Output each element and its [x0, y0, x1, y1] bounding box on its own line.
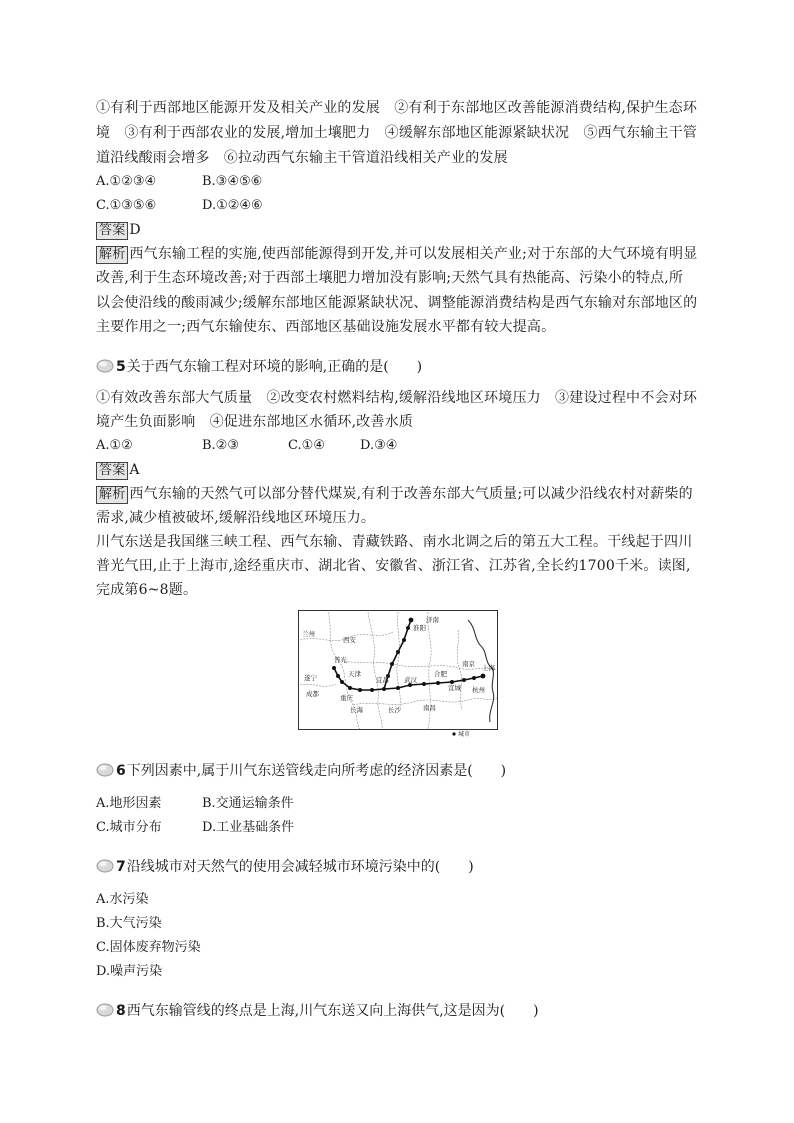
q5-stem: 5关于西气东输工程对环境的影响,正确的是( ) — [96, 356, 422, 378]
q4-analysis-line-2: 改善,利于生态环境改善;对于西部土壤肥力增加没有影响;天然气具有热能高、污染小的特点,所 — [96, 270, 684, 286]
q7-option-a[interactable]: A.水污染 — [96, 892, 149, 907]
q6-option-d[interactable]: D.工业基础条件 — [202, 820, 295, 835]
q4-option-d[interactable]: D.①②④⑥ — [202, 198, 263, 213]
map-legend-label: 城市 — [458, 731, 471, 738]
q7-option-b[interactable]: B.大气污染 — [96, 916, 162, 931]
passage-line-1: 川气东送是我国继三峡工程、西气东输、青藏铁路、南水北调之后的第五大工程。干线起于四川 — [96, 534, 693, 550]
map-label-hangzhou: 杭州 — [472, 686, 485, 694]
q4-statement-line-2: 境 ③有利于西部农业的发展,增加土壤肥力 ④缓解东部地区能源紧缺状况 ⑤西气东输主干管 — [96, 125, 698, 141]
map-label-changhai: 长海 — [350, 706, 363, 714]
q5-statement-line-1: ①有效改善东部大气质量 ②改变农村燃料结构,缓解沿线地区环境压力 ③建设过程中不会对环 — [96, 390, 698, 406]
passage-line-3: 完成第6~8题。 — [96, 582, 198, 598]
q5-option-d[interactable]: D.③④ — [360, 438, 398, 453]
map-label-hefei: 合肥 — [434, 670, 447, 678]
q4-answer-value: D — [129, 222, 141, 238]
q4-option-b[interactable]: B.③④⑤⑥ — [202, 174, 263, 189]
map-label-chengdu: 成都 — [306, 690, 319, 698]
analysis-tag: 解析 — [96, 486, 128, 504]
map-label-xuancheng: 宣城 — [448, 684, 461, 692]
map-label-xian: 西安 — [343, 636, 356, 644]
q6-option-a[interactable]: A.地形因素 — [96, 796, 162, 811]
q5-answer — [96, 460, 140, 480]
q5-analysis-line-2: 需求,减少植被破坏,缓解沿线地区环境压力。 — [96, 510, 376, 526]
q4-answer — [96, 220, 141, 240]
analysis-tag: 解析 — [96, 246, 128, 264]
q5-analysis-line-1: 解析 西气东输的天然气可以部分替代煤炭,有利于改善东部大气质量;可以减少沿线农村对薪柴的 — [96, 484, 693, 504]
q5-answer-value: A — [129, 462, 140, 478]
map-label-shanghai: 上海 — [482, 664, 495, 672]
map-label-suining: 遂宁 — [304, 674, 317, 682]
map-label-nanjing: 南京 — [462, 660, 475, 668]
q8-stem: 8西气东输管线的终点是上海,川气东送又向上海供气,这是因为( ) — [96, 1000, 539, 1022]
question-bullet-icon — [96, 1003, 114, 1017]
question-bullet-icon — [96, 859, 114, 873]
q5-option-b[interactable]: B.②③ — [202, 438, 239, 453]
q7-option-d[interactable]: D.噪声污染 — [96, 964, 163, 979]
map-label-yichang: 宜昌 — [376, 676, 389, 684]
q6-option-c[interactable]: C.城市分布 — [96, 820, 162, 835]
q5-option-a[interactable]: A.①② — [96, 438, 133, 453]
q4-statement-line-3: 道沿线酸雨会增多 ⑥拉动西气东输主干管道沿线相关产业的发展 — [96, 150, 508, 166]
q4-option-a[interactable]: A.①②③④ — [96, 174, 157, 189]
map-label-chongqing: 重庆 — [340, 694, 353, 702]
answer-tag: 答案 — [96, 462, 128, 480]
map-label-nanchang: 南昌 — [423, 704, 436, 712]
question-bullet-icon — [96, 359, 114, 373]
map-label-wuhan: 武汉 — [404, 676, 417, 684]
q7-stem: 7沿线城市对天然气的使用会减轻城市环境污染中的( ) — [96, 856, 474, 878]
q4-statement-line-1: ①有利于西部地区能源开发及相关产业的发展 ②有利于东部地区改善能源消费结构,保护生态环 — [96, 100, 698, 116]
q4-analysis-line-4: 主要作用之一;西气东输使东、西部地区基础设施发展水平都有较大提高。 — [96, 319, 556, 335]
map-label-lanzhou: 兰州 — [302, 630, 315, 638]
question-bullet-icon — [96, 763, 114, 777]
map-label-changsha: 长沙 — [388, 706, 401, 714]
map-label-jinan: 济南 — [426, 616, 439, 624]
q4-analysis-line-1: 解析 西气东输工程的实施,使西部能源得到开发,并可以发展相关产业;对于东部的大气环境有明显 — [96, 244, 697, 264]
q6-option-b[interactable]: B.交通运输条件 — [202, 796, 294, 811]
map-label-tianjin: 天津 — [348, 670, 361, 678]
q5-statement-line-2: 境产生负面影响 ④促进东部地区水循环,改善水质 — [96, 414, 414, 430]
answer-tag: 答案 — [96, 222, 128, 240]
q5-option-c[interactable]: C.①④ — [288, 438, 325, 453]
q7-option-c[interactable]: C.固体废弃物污染 — [96, 940, 201, 955]
passage-line-2: 普光气田,止于上海市,途经重庆市、湖北省、安徽省、浙江省、江苏省,全长约1700千米。读图, — [96, 558, 691, 574]
map-label-huaiyang: 淮阳 — [413, 624, 426, 632]
q4-option-c[interactable]: C.①③⑤⑥ — [96, 198, 157, 213]
q6-stem: 6下列因素中,属于川气东送管线走向所考虑的经济因素是( ) — [96, 760, 506, 782]
map-label-puguang: 普光 — [334, 656, 347, 664]
q4-analysis-line-3: 以会使沿线的酸雨减少;缓解东部地区能源紧缺状况、调整能源消费结构是西气东输对东部地区的 — [96, 295, 698, 311]
pipeline-map — [298, 610, 498, 738]
map-legend — [452, 730, 470, 738]
